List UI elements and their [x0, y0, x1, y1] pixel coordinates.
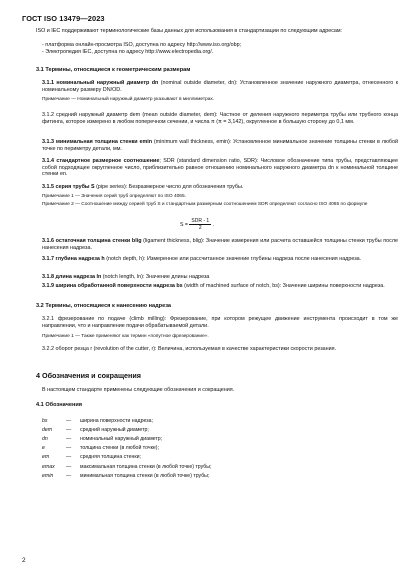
- symbol-row: e — толщина стенки (в любой точке);: [42, 445, 159, 452]
- term-3-1-9: 3.1.9 ширина обработанной поверхности надреза bs (width of machined surface of notch, bs): Значение ширины поверхности надреза.: [42, 283, 385, 289]
- symbol-row: emin — минимальная толщина стенки (в любой точке) трубы;: [42, 472, 210, 479]
- symbol-row: em — средняя толщина стенки;: [42, 454, 141, 461]
- bullet-iso: - платформа онлайн-просмотра ISO, доступна по адресу http://www.iso.org/obp;: [42, 42, 242, 48]
- bullet-iec: - Электропедия IEC, доступна по адресу http://www.electropedia.org/.: [42, 49, 214, 55]
- term-3-2-1: 3.2.1 фрезерование по подаче (climb milling): Фрезерование, при котором режущее движение инструмента происходит в том же направлении, что и направление подачи обрабатываемой детали.: [42, 316, 398, 329]
- note-3-1-5-2: Примечание 2 — Соотношение между серией труб S и стандартным размерным соотношением SDR определяют согласно ISO 4065 по формуле: [42, 202, 368, 207]
- section-3-2-heading: 3.2 Термины, относящиеся к нанесению надреза: [36, 303, 172, 309]
- formula-tail: .: [212, 221, 215, 228]
- section-3-1-heading: 3.1 Термины, относящиеся к геометрическим размерам: [36, 67, 191, 73]
- intro-paragraph: ISO и IEC поддерживают терминологические базы данных для использования в стандартизации по следующим адресам:: [36, 28, 343, 34]
- section-4-text: В настоящем стандарте применены следующие обозначения и сокращения.: [42, 387, 235, 393]
- term-3-1-3: 3.1.3 минимальная толщина стенки emin (minimum wall thickness, emin): Установленное минимальное значение толщины стенки в любой точке по периметру детали, мм.: [42, 139, 398, 152]
- term-3-1-8: 3.1.8 длина надреза ln (notch length, ln): Значение длины надреза: [42, 274, 210, 280]
- symbol-row: emax — максимальная толщина стенки (в любой точке) трубы;: [42, 463, 212, 470]
- term-3-2-2: 3.2.2 оборот резца r (revolution of the cutter, r): Величина, используемая в качестве характеристики скорости резания.: [42, 346, 337, 352]
- formula-numerator: SDR - 1: [191, 218, 210, 224]
- term-3-1-7: 3.1.7 глубина надреза h (notch depth, h): Измеренное или рассчитанное значение глубины надреза после нанесения надреза.: [42, 256, 362, 262]
- page-number: 2: [22, 557, 26, 564]
- term-3-1-4: 3.1.4 стандартное размерное соотношение; SDR (standard dimension ratio, SDR): Числовое обозначение типа трубы, представляющее собой подходящее округленное число, приблизительно равное отношению номинального наружного диаметра dn к номинальной толщине стенки en.: [42, 158, 398, 178]
- symbol-row: dn — номинальный наружный диаметр;: [42, 435, 163, 442]
- section-4-1-heading: 4.1 Обозначения: [36, 402, 83, 408]
- term-3-1-1: 3.1.1 номинальный наружный диаметр dn (nominal outside diameter, dn): Установленное значение наружного диаметра, отнесенного к номинальному размеру DN/OD.: [42, 80, 398, 93]
- section-4-heading: 4 Обозначения и сокращения: [36, 371, 141, 380]
- pipe-series-formula: [180, 218, 214, 231]
- term-3-1-5: 3.1.5 серия трубы S (pipe series): Безразмерное число для обозначения трубы.: [42, 184, 244, 190]
- formula-fraction: [189, 218, 211, 231]
- formula-lhs: S =: [180, 221, 188, 228]
- symbol-row: dem — средний наружный диаметр;: [42, 426, 149, 433]
- note-3-2-1: Примечание 1 — Также применяют как термин «попутное фрезерование».: [42, 334, 209, 339]
- note-3-1-5-1: Примечание 1 — Значения серий труб определяют по ISO 4065.: [42, 194, 186, 199]
- term-3-1-2: 3.1.2 средний наружный диаметр dem (mean outside diameter, dem): Частное от деления наружного периметра трубы или трубного конца фитинга, которое измерено в любом поперечном сечении, и числа π (π = 3,142), округленное в большую сторону до 0,1 мм.: [42, 112, 399, 125]
- page-header: ГОСТ ISO 13479—2023: [22, 14, 105, 23]
- formula-denominator: 2: [198, 225, 202, 231]
- symbol-row: bs — ширина поверхности надреза;: [42, 417, 153, 424]
- symbols-list: [42, 416, 400, 480]
- note-3-1-1: Примечание — Номинальный наружный диаметр указывают в миллиметрах.: [42, 97, 215, 102]
- term-3-1-6: 3.1.6 остаточная толщина стенки blig (ligament thickness, blig): Значение измерения или расчета оставшейся толщины стенки трубы после нанесения надреза.: [42, 238, 398, 251]
